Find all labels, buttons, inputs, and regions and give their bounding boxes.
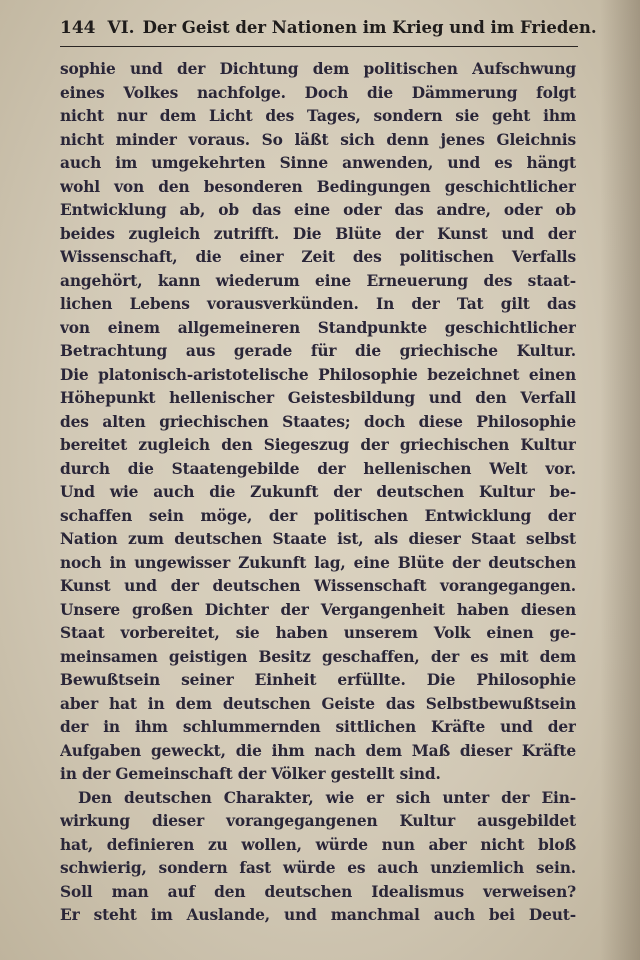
text-line: aber hat in dem deutschen Geiste das Selbstbewußtsein [60,694,576,713]
text-line: nicht minder voraus. So läßt sich denn jenes Gleichnis [60,130,576,149]
page-number: 144 [60,18,96,38]
running-header [60,18,597,44]
text-line: von einem allgemeineren Standpunkte geschichtlicher [60,318,576,337]
text-line: Und wie auch die Zukunft der deutschen Kultur be- [60,483,576,501]
page-edge-shadow [600,0,640,960]
text-line: angehört, kann wiederum eine Erneuerung des staat- [60,271,576,290]
text-line: Kunst und der deutschen Wissenschaft vorangegangen. [60,577,576,595]
text-line: Den deutschen Charakter, wie er sich unter der Ein- [78,788,576,807]
header-rule [60,46,578,47]
text-line: Die platonisch-aristotelische Philosophie bezeichnet einen [60,365,576,384]
text-line: hat, definieren zu wollen, würde nun aber nicht bloß [60,835,576,854]
text-line: Wissenschaft, die einer Zeit des politischen Verfalls [60,248,576,266]
text-line: schwierig, sondern fast würde es auch unziemlich sein. [60,859,576,877]
text-line: Aufgaben geweckt, die ihm nach dem Maß dieser Kräfte [60,741,576,760]
text-line: noch in ungewisser Zukunft lag, eine Blüte der deutschen [60,553,576,572]
text-line: Er steht im Auslande, und manchmal auch bei Deut- [60,906,576,924]
text-line: beides zugleich zutrifft. Die Blüte der Kunst und der [60,224,576,243]
text-line: Staat vorbereitet, sie haben unserem Volk einen ge- [60,624,576,642]
text-line: des alten griechischen Staates; doch diese Philosophie [60,412,576,431]
text-line: lichen Lebens vorausverkünden. In der Tat gilt das [60,295,576,313]
text-line: wohl von den besonderen Bedingungen geschichtlicher [60,177,576,196]
text-line: auch im umgekehrten Sinne anwenden, und es hängt [60,154,576,172]
body-text [60,58,576,928]
text-line: schaffen sein möge, der politischen Entwicklung der [60,506,576,525]
text-line: wirkung dieser vorangegangenen Kultur ausgebildet [60,812,576,830]
text-line: durch die Staatengebilde der hellenischen Welt vor. [60,459,576,478]
running-title: Der Geist der Nationen im Krieg und im Frieden. [142,18,597,37]
text-line: Entwicklung ab, ob das eine oder das andre, oder ob [60,201,576,219]
text-line: Betrachtung aus gerade für die griechische Kultur. [60,342,576,360]
text-line: Nation zum deutschen Staate ist, als dieser Staat selbst [60,530,576,548]
text-line: meinsamen geistigen Besitz geschaffen, der es mit dem [60,647,576,666]
chapter-number: VI. [107,18,135,38]
text-line: in der Gemeinschaft der Völker gestellt sind. [60,765,441,783]
text-line: nicht nur dem Licht des Tages, sondern sie geht ihm [60,107,576,125]
text-line: sophie und der Dichtung dem politischen Aufschwung [60,60,576,78]
text-line: bereitet zugleich den Siegeszug der griechischen Kultur [60,436,576,454]
text-line: Höhepunkt hellenischer Geistesbildung und den Verfall [60,389,576,407]
text-line: Soll man auf den deutschen Idealismus verweisen? [60,882,576,901]
text-line: der in ihm schlummernden sittlichen Kräfte und der [60,718,576,736]
text-line: Bewußtsein seiner Einheit erfüllte. Die Philosophie [60,671,576,689]
text-line: eines Volkes nachfolge. Doch die Dämmerung folgt [60,83,576,102]
text-line: Unsere großen Dichter der Vergangenheit haben diesen [60,600,576,619]
